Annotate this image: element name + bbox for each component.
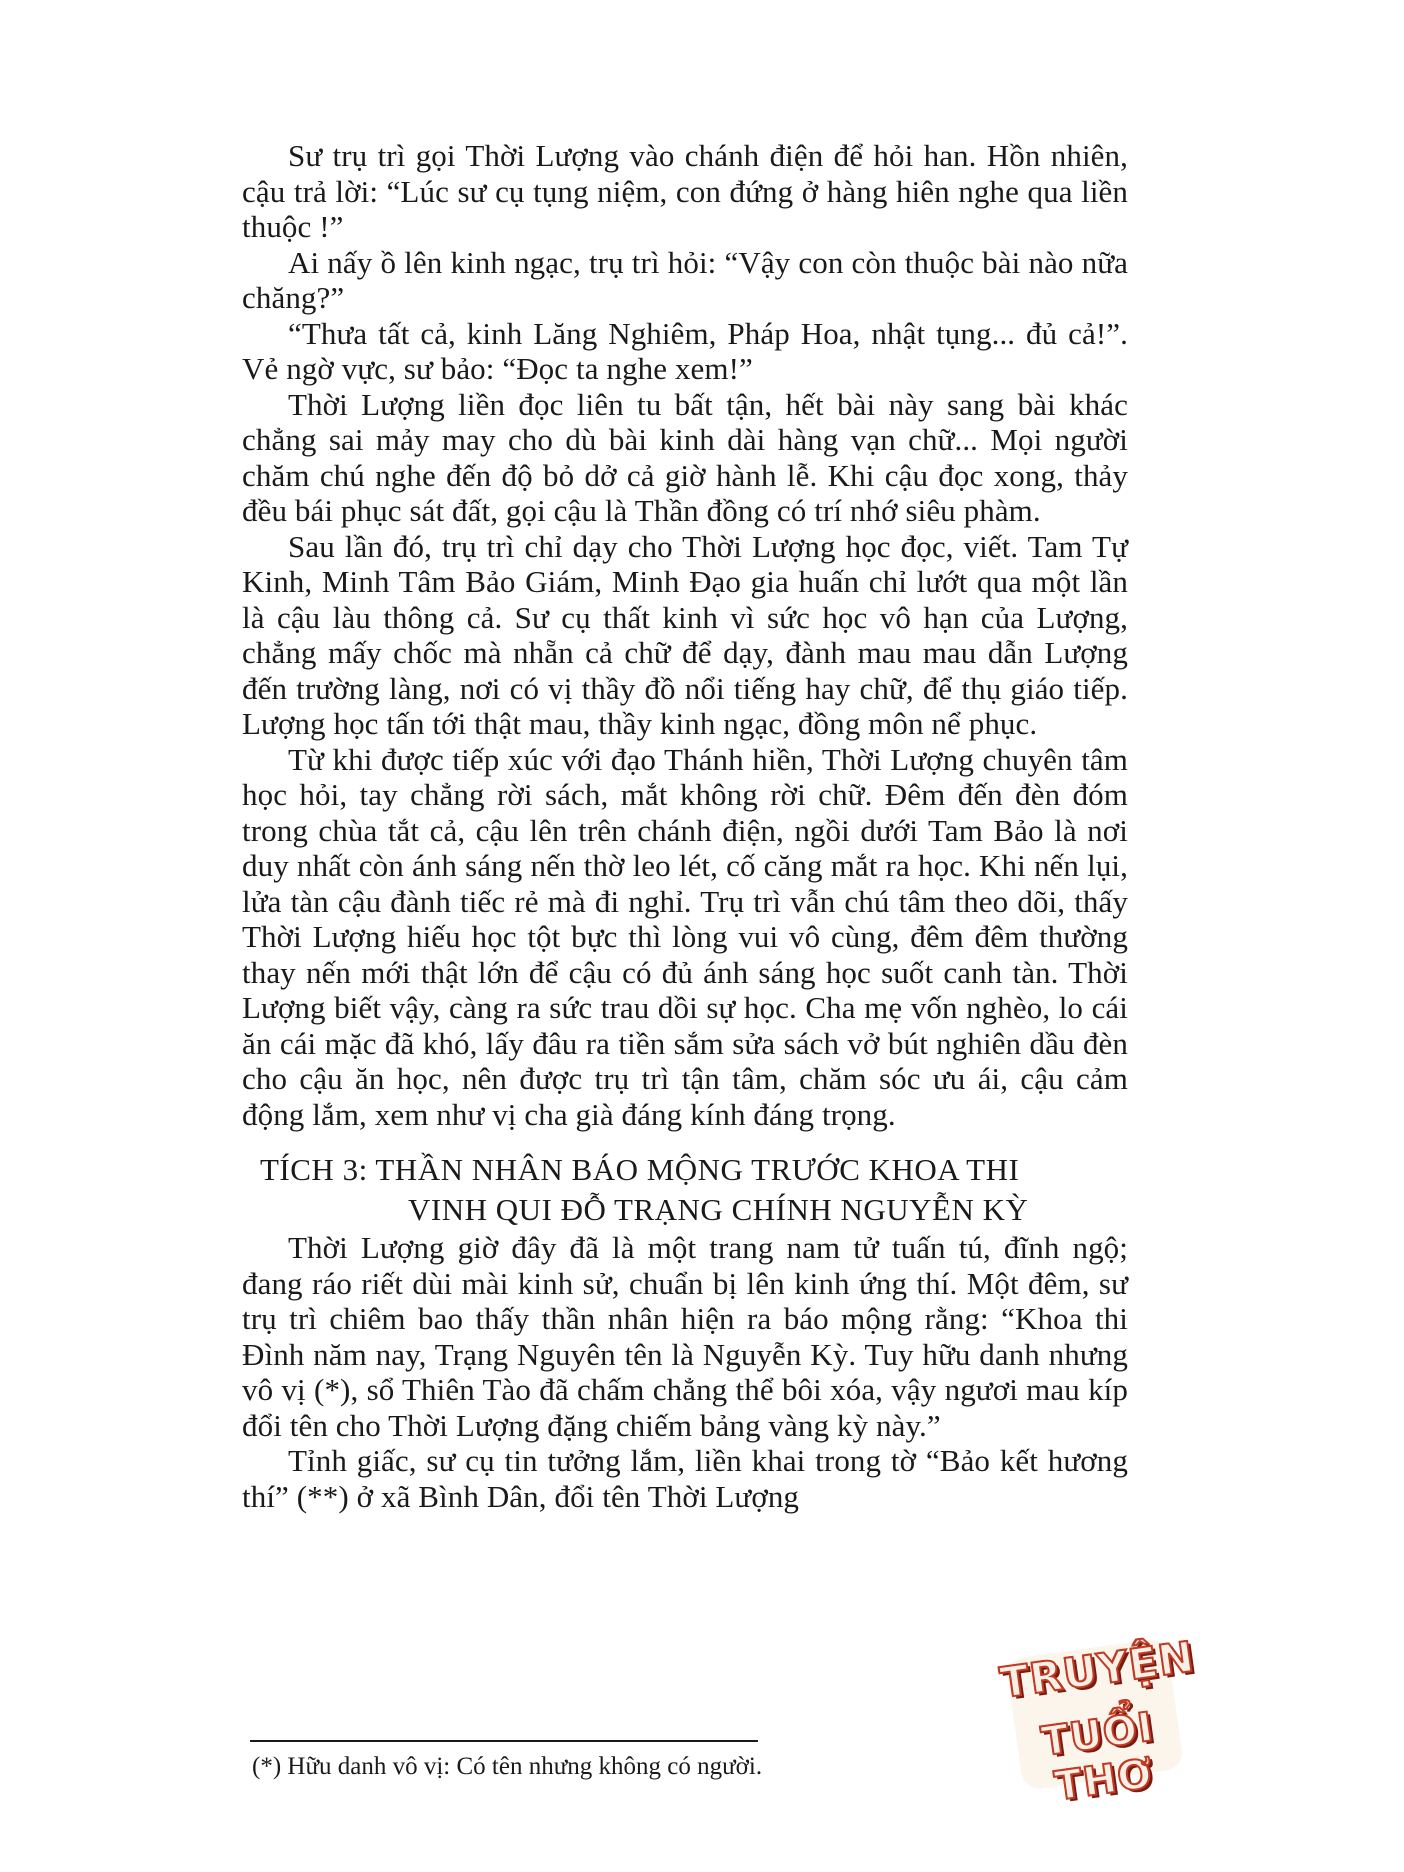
logo-text-line-2: TUỔI THƠ <box>1038 1704 1157 1811</box>
chapter-heading-line-1: TÍCH 3: THẦN NHÂN BÁO MỘNG TRƯỚC KHOA THI <box>260 1152 1020 1187</box>
footnote: (*) Hữu danh vô vị: Có tên nhưng không có người. <box>252 1753 763 1780</box>
paragraph-1: Sư trụ trì gọi Thời Lượng vào chánh điện để hỏi han. Hồn nhiên, cậu trả lời: “Lúc sư cụ tụng niệm, con đứng ở hàng hiên nghe qua liền thuộc !” <box>242 138 1128 244</box>
paragraph-5: Sau lần đó, trụ trì chỉ dạy cho Thời Lượng học đọc, viết. Tam Tự Kinh, Minh Tâm Bảo Giám, Minh Đạo gia huấn chỉ lướt qua một lần là cậu làu thông cả. Sư cụ thất kinh vì sức học vô hạn của Lượng, chẳng mấy chốc mà nhẵn cả chữ để dạy, đành mau mau dẫn Lượng đến trường làng, nơi có vị thầy đồ nổi tiếng hay chữ, để thụ giáo tiếp. Lượng học tấn tới thật mau, thầy kinh ngạc, đồng môn nể phục. <box>242 528 1128 741</box>
chapter-heading-line-2: VINH QUI ĐỖ TRẠNG CHÍNH NGUYỄN KỲ <box>408 1192 1029 1227</box>
paragraph-2: Ai nấy ồ lên kinh ngạc, trụ trì hỏi: “Vậy con còn thuộc bài nào nữa chăng?” <box>242 244 1128 315</box>
logo-text-line-1: TRUYỆN <box>997 1631 1198 1708</box>
paragraph-8: Tỉnh giấc, sư cụ tin tưởng lắm, liền khai trong tờ “Bảo kết hương thí” (**) ở xã Bình Dân, đổi tên Thời Lượng <box>242 1443 1128 1514</box>
paragraph-4: Thời Lượng liền đọc liên tu bất tận, hết bài này sang bài khác chẳng sai mảy may cho dù bài kinh dài hàng vạn chữ... Mọi người chăm chú nghe đến độ bỏ dở cả giờ hành lễ. Khi cậu đọc xong, thảy đều bái phục sát đất, gọi cậu là Thần đồng có trí nhớ siêu phàm. <box>242 386 1128 528</box>
paragraph-7: Thời Lượng giờ đây đã là một trang nam tử tuấn tú, đĩnh ngộ; đang ráo riết dùi mài kinh sử, chuẩn bị lên kinh ứng thí. Một đêm, sư trụ trì chiêm bao thấy thần nhân hiện ra báo mộng rằng: “Khoa thi Đình năm nay, Trạng Nguyên tên là Nguyễn Kỳ. Tuy hữu danh nhưng vô vị (*), sổ Thiên Tào đã chấm chẳng thể bôi xóa, vậy ngươi mau kíp đổi tên cho Thời Lượng đặng chiếm bảng vàng kỳ này.” <box>242 1230 1128 1443</box>
chapter-heading <box>242 1150 1128 1230</box>
paragraph-3: “Thưa tất cả, kinh Lăng Nghiêm, Pháp Hoa, nhật tụng... đủ cả!”. Vẻ ngờ vực, sư bảo: “Đọc ta nghe xem!” <box>242 315 1128 386</box>
footnote-divider <box>250 1740 758 1742</box>
book-page-text <box>242 138 1128 1514</box>
paragraph-6: Từ khi được tiếp xúc với đạo Thánh hiền, Thời Lượng chuyên tâm học hỏi, tay chẳng rời sách, mắt không rời chữ. Đêm đến đèn đóm trong chùa tắt cả, cậu lên trên chánh điện, ngồi dưới Tam Bảo là nơi duy nhất còn ánh sáng nến thờ leo lét, cố căng mắt ra học. Khi nến lụi, lửa tàn cậu đành tiếc rẻ mà đi nghỉ. Trụ trì vẫn chú tâm theo dõi, thấy Thời Lượng hiếu học tột bực thì lòng vui vô cùng, đêm đêm thường thay nến mới thật lớn để cậu có đủ ánh sáng học suốt canh tàn. Thời Lượng biết vậy, càng ra sức trau dồi sự học. Cha mẹ vốn nghèo, lo cái ăn cái mặc đã khó, lấy đâu ra tiền sắm sửa sách vở bút nghiên dầu đèn cho cậu ăn học, nên được trụ trì tận tâm, chăm sóc ưu ái, cậu cảm động lắm, xem như vị cha già đáng kính đáng trọng. <box>242 741 1128 1132</box>
watermark-logo <box>996 1624 1198 1811</box>
